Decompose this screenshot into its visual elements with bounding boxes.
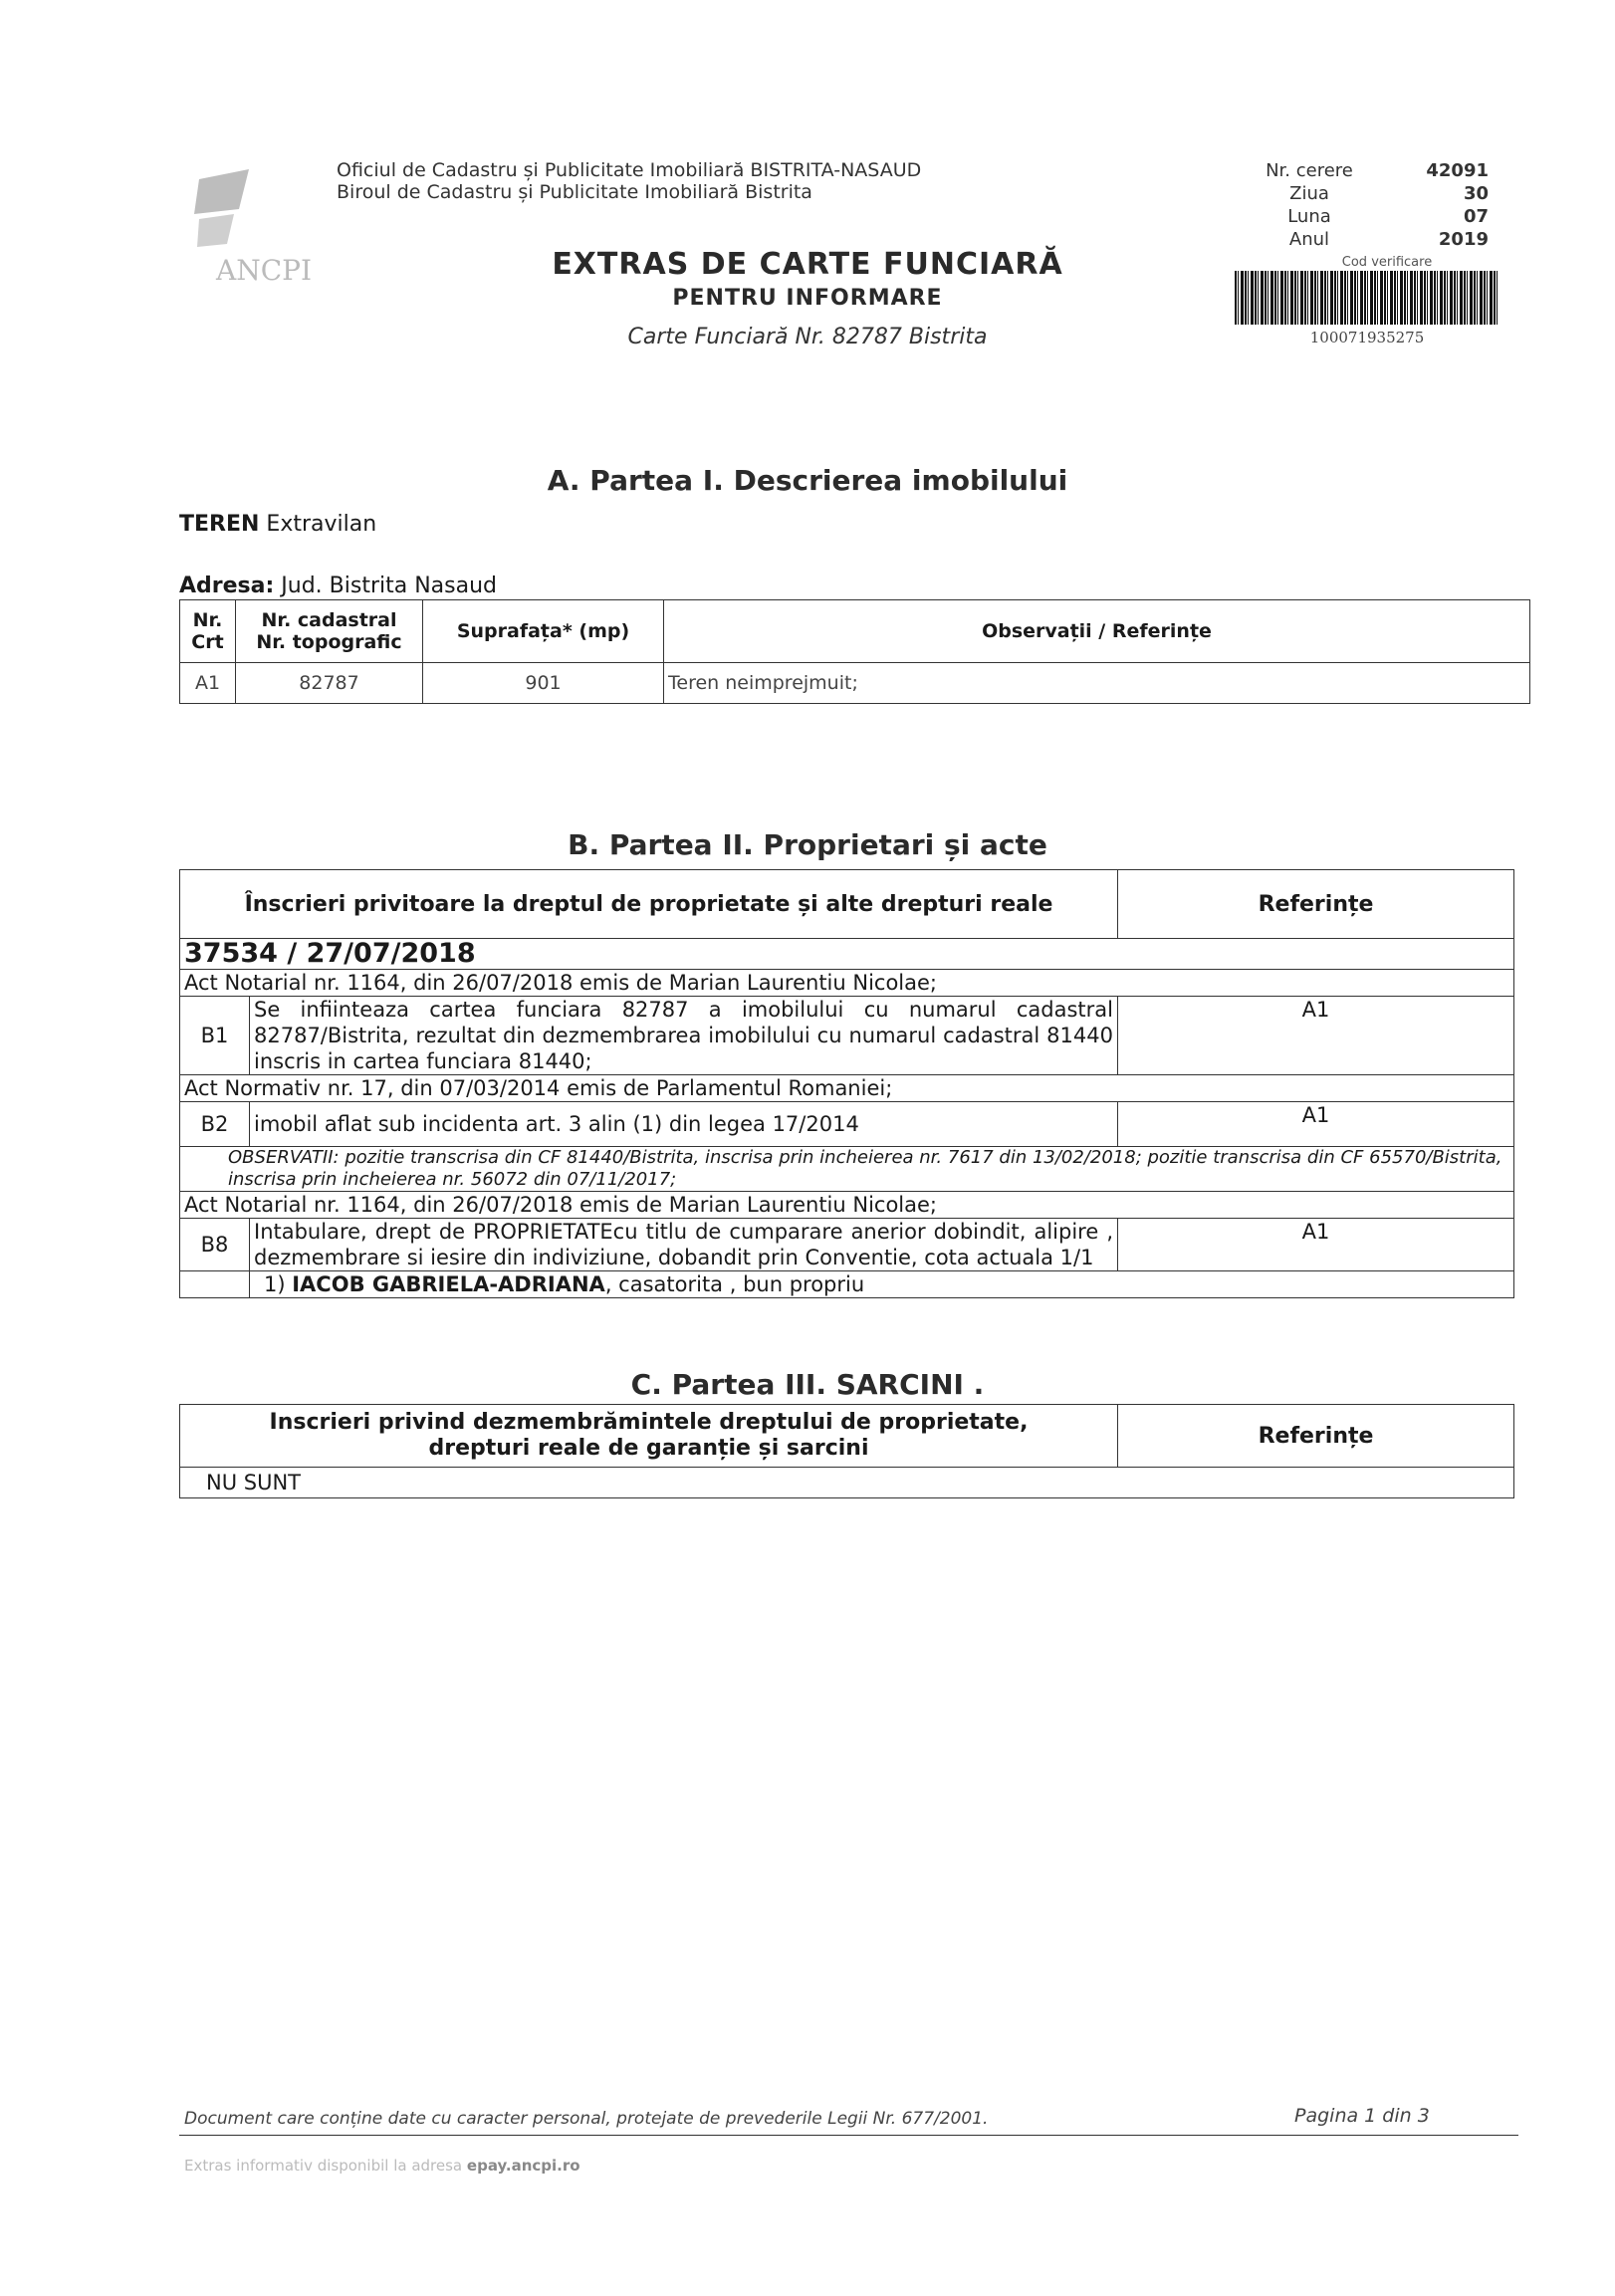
entry-ref: A1 <box>1118 1102 1514 1147</box>
col-observatii: Observații / Referințe <box>664 600 1530 663</box>
barcode-number: 100071935275 <box>1309 329 1425 346</box>
table-row <box>180 970 1514 997</box>
office-header <box>337 159 921 203</box>
entry-label: B2 <box>180 1102 250 1147</box>
table-row <box>180 1075 1514 1102</box>
page-number: Pagina 1 din 3 <box>1294 2105 1430 2127</box>
col-nr-crt: Nr. Crt <box>180 600 236 663</box>
cell-nr: A1 <box>180 663 236 704</box>
cf-number: Carte Funciară Nr. 82787 Bistrita <box>627 325 988 349</box>
act-notarial-1: Act Notarial nr. 1164, din 26/07/2018 emis de Marian Laurentiu Nicolae; <box>180 970 1514 997</box>
table-row <box>180 1147 1514 1192</box>
table-row <box>180 1102 1514 1147</box>
office-line-2: Biroul de Cadastru și Publicitate Imobiliară Bistrita <box>337 181 812 203</box>
col-suprafata: Suprafața* (mp) <box>423 600 664 663</box>
epay-note: Extras informativ disponibil la adresa epay.ancpi.ro <box>184 2157 580 2175</box>
part-c-table <box>179 1404 1514 1498</box>
col-referinte: Referințe <box>1118 870 1514 939</box>
address: Adresa: Jud. Bistrita Nasaud <box>179 574 498 598</box>
part-b-heading: B. Partea II. Proprietari și acte <box>568 828 1047 861</box>
request-row: Ziua 30 <box>1289 183 1489 204</box>
cod-verificare-label: Cod verificare <box>1341 255 1433 270</box>
owner: 1) IACOB GABRIELA-ADRIANA, casatorita , bun propriu <box>250 1271 1514 1298</box>
epay-link: epay.ancpi.ro <box>466 2157 580 2175</box>
nu-sunt: NU SUNT <box>180 1468 1514 1498</box>
table-header-row <box>180 870 1514 939</box>
request-row: Nr. cerere 42091 <box>1266 160 1489 181</box>
table-row <box>180 1219 1514 1271</box>
table-row <box>180 663 1530 704</box>
request-row: Luna 07 <box>1287 206 1489 227</box>
cell-cadastral: 82787 <box>236 663 423 704</box>
entry-text: Se infiinteaza cartea funciara 82787 a imobilului cu numarul cadastral 82787/Bistrita, rezultat din dezmembrarea imobilului cu numarul cadastral 81440 inscris in cartea funciara 81440; <box>250 997 1118 1075</box>
col-nr-cadastral: Nr. cadastral Nr. topografic <box>236 600 423 663</box>
entry-text: Intabulare, drept de PROPRIETATEcu titlu de cumparare anerior dobindit, alipire , dezmembrare si iesire din indiviziune, dobandit prin Conventie, cota actuala 1/1 <box>250 1219 1118 1271</box>
col-inscrieri: Inscrieri privind dezmembrămintele dreptului de proprietate, drepturi reale de garanție și sarcini <box>180 1405 1118 1468</box>
table-row <box>180 1468 1514 1498</box>
part-a-heading: A. Partea I. Descrierea imobilului <box>547 464 1068 497</box>
table-row <box>180 939 1514 970</box>
table-row <box>180 1192 1514 1219</box>
request-info <box>1250 159 1489 251</box>
logo-text: ANCPI <box>215 254 313 287</box>
barcode-icon <box>1235 271 1500 325</box>
col-inscrieri: Înscrieri privitoare la dreptul de proprietate și alte drepturi reale <box>180 870 1118 939</box>
table-row <box>180 1271 1514 1298</box>
title-sub: PENTRU INFORMARE <box>672 286 943 311</box>
footer-note: Document care conține date cu caracter personal, protejate de prevederile Legii Nr. 677/2001. <box>184 2109 989 2129</box>
entry-ref: A1 <box>1118 1219 1514 1271</box>
table-row <box>180 997 1514 1075</box>
office-line-1: Oficiul de Cadastru și Publicitate Imobiliară BISTRITA-NASAUD <box>337 159 922 181</box>
owner-name: IACOB GABRIELA-ADRIANA <box>292 1272 605 1296</box>
observatii-text: OBSERVATII: pozitie transcrisa din CF 81440/Bistrita, inscrisa prin incheierea nr. 7617 din 13/02/2018; pozitie transcrisa din CF 65570/Bistrita, inscrisa prin incheierea nr. 56072 din 07/11/2017; <box>180 1147 1514 1192</box>
cell-suprafata: 901 <box>423 663 664 704</box>
part-b-table <box>179 869 1514 1298</box>
teren-type: TEREN Extravilan <box>179 512 377 537</box>
entry-text: imobil aflat sub incidenta art. 3 alin (1) din legea 17/2014 <box>250 1102 1118 1147</box>
cell-obs: Teren neimprejmuit; <box>664 663 1530 704</box>
table-header-row <box>180 1405 1514 1468</box>
entry-label: B8 <box>180 1219 250 1271</box>
entry-number: 37534 / 27/07/2018 <box>180 939 1514 970</box>
request-row: Anul 2019 <box>1288 229 1489 250</box>
title-main: EXTRAS DE CARTE FUNCIARĂ <box>552 247 1063 282</box>
entry-label: B1 <box>180 997 250 1075</box>
act-normativ: Act Normativ nr. 17, din 07/03/2014 emis de Parlamentul Romaniei; <box>180 1075 1514 1102</box>
col-referinte: Referințe <box>1118 1405 1514 1468</box>
entry-ref: A1 <box>1118 997 1514 1075</box>
footer-divider <box>179 2135 1518 2136</box>
act-notarial-2: Act Notarial nr. 1164, din 26/07/2018 emis de Marian Laurentiu Nicolae; <box>180 1192 1514 1219</box>
part-c-heading: C. Partea III. SARCINI . <box>630 1368 985 1401</box>
table-header-row <box>180 600 1530 663</box>
part-a-table <box>179 599 1530 704</box>
